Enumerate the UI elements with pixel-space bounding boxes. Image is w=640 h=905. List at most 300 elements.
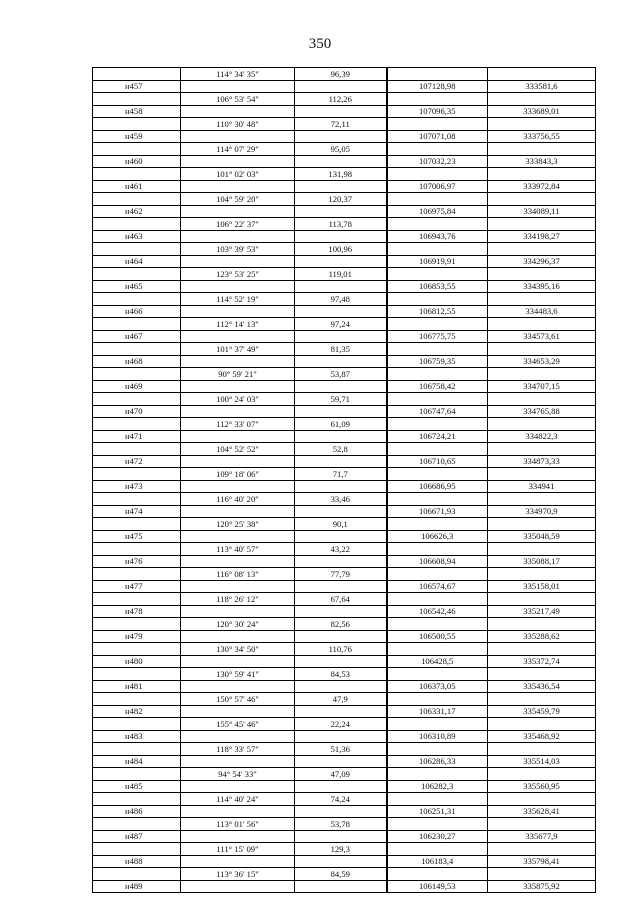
y-coordinate-cell: 335158,01 <box>488 580 596 593</box>
length-cell <box>295 655 387 668</box>
y-coordinate-cell <box>488 768 596 781</box>
table-row <box>93 480 596 493</box>
table-row <box>93 130 596 143</box>
length-cell: 72,11 <box>295 118 387 131</box>
point-name-cell: н489 <box>93 880 181 893</box>
y-coordinate-cell <box>488 368 596 381</box>
y-coordinate-cell: 335798,41 <box>488 855 596 868</box>
length-cell <box>295 555 387 568</box>
table-row <box>93 755 596 768</box>
point-name-cell: н465 <box>93 280 181 293</box>
x-coordinate-cell <box>387 343 488 356</box>
length-cell <box>295 105 387 118</box>
table-row <box>93 143 596 156</box>
y-coordinate-cell <box>488 418 596 431</box>
y-coordinate-cell: 335875,92 <box>488 880 596 893</box>
x-coordinate-cell <box>387 268 488 281</box>
length-cell: 113,78 <box>295 218 387 231</box>
direction-angle-cell: 118° 26' 12" <box>181 593 295 606</box>
point-name-cell: н477 <box>93 580 181 593</box>
x-coordinate-cell: 106853,55 <box>387 280 488 293</box>
direction-angle-cell <box>181 430 295 443</box>
length-cell: 119,01 <box>295 268 387 281</box>
direction-angle-cell <box>181 680 295 693</box>
length-cell: 97,48 <box>295 293 387 306</box>
point-name-cell <box>93 593 181 606</box>
x-coordinate-cell <box>387 418 488 431</box>
length-cell: 43,22 <box>295 543 387 556</box>
length-cell: 47,09 <box>295 768 387 781</box>
page-number: 350 <box>308 36 332 52</box>
y-coordinate-cell: 335088,17 <box>488 555 596 568</box>
length-cell <box>295 155 387 168</box>
x-coordinate-cell: 106724,21 <box>387 430 488 443</box>
y-coordinate-cell: 335677,9 <box>488 830 596 843</box>
y-coordinate-cell: 335288,62 <box>488 630 596 643</box>
y-coordinate-cell <box>488 718 596 731</box>
point-name-cell: н461 <box>93 180 181 193</box>
direction-angle-cell <box>181 530 295 543</box>
point-name-cell: н480 <box>93 655 181 668</box>
x-coordinate-cell: 106230,27 <box>387 830 488 843</box>
point-name-cell: н487 <box>93 830 181 843</box>
x-coordinate-cell: 106747,64 <box>387 405 488 418</box>
length-cell <box>295 480 387 493</box>
length-cell: 120,37 <box>295 193 387 206</box>
table-row <box>93 555 596 568</box>
table-row <box>93 668 596 681</box>
y-coordinate-cell <box>488 468 596 481</box>
x-coordinate-cell <box>387 668 488 681</box>
table-row <box>93 180 596 193</box>
x-coordinate-cell <box>387 618 488 631</box>
length-cell <box>295 405 387 418</box>
length-cell <box>295 705 387 718</box>
point-name-cell: н486 <box>93 805 181 818</box>
length-cell: 131,98 <box>295 168 387 181</box>
x-coordinate-cell: 106710,65 <box>387 455 488 468</box>
length-cell <box>295 305 387 318</box>
length-cell: 52,8 <box>295 443 387 456</box>
x-coordinate-cell: 107006,97 <box>387 180 488 193</box>
length-cell <box>295 880 387 893</box>
y-coordinate-cell: 334873,33 <box>488 455 596 468</box>
direction-angle-cell <box>181 880 295 893</box>
y-coordinate-cell: 333689,01 <box>488 105 596 118</box>
point-name-cell: н476 <box>93 555 181 568</box>
direction-angle-cell <box>181 105 295 118</box>
table-row <box>93 768 596 781</box>
table-row <box>93 93 596 106</box>
x-coordinate-cell: 107096,35 <box>387 105 488 118</box>
x-coordinate-cell <box>387 243 488 256</box>
table-row <box>93 543 596 556</box>
y-coordinate-cell <box>488 168 596 181</box>
length-cell <box>295 230 387 243</box>
x-coordinate-cell <box>387 868 488 881</box>
y-coordinate-cell <box>488 143 596 156</box>
coordinates-table-body <box>93 68 596 893</box>
direction-angle-cell: 112° 14' 13" <box>181 318 295 331</box>
table-row <box>93 680 596 693</box>
y-coordinate-cell: 334296,37 <box>488 255 596 268</box>
length-cell: 67,64 <box>295 593 387 606</box>
length-cell <box>295 730 387 743</box>
x-coordinate-cell <box>387 493 488 506</box>
table-row <box>93 493 596 506</box>
table-row <box>93 455 596 468</box>
table-row <box>93 718 596 731</box>
y-coordinate-cell: 334941 <box>488 480 596 493</box>
x-coordinate-cell: 107071,08 <box>387 130 488 143</box>
table-row <box>93 243 596 256</box>
point-name-cell <box>93 143 181 156</box>
x-coordinate-cell <box>387 793 488 806</box>
x-coordinate-cell: 106282,3 <box>387 780 488 793</box>
table-row <box>93 405 596 418</box>
x-coordinate-cell: 106574,67 <box>387 580 488 593</box>
point-name-cell <box>93 518 181 531</box>
length-cell <box>295 530 387 543</box>
y-coordinate-cell: 333843,3 <box>488 155 596 168</box>
length-cell: 51,36 <box>295 743 387 756</box>
x-coordinate-cell <box>387 818 488 831</box>
length-cell <box>295 680 387 693</box>
point-name-cell: н470 <box>93 405 181 418</box>
direction-angle-cell: 120° 25' 38" <box>181 518 295 531</box>
length-cell <box>295 130 387 143</box>
direction-angle-cell <box>181 780 295 793</box>
direction-angle-cell <box>181 330 295 343</box>
y-coordinate-cell: 335628,41 <box>488 805 596 818</box>
point-name-cell: н474 <box>93 505 181 518</box>
y-coordinate-cell <box>488 518 596 531</box>
length-cell <box>295 505 387 518</box>
x-coordinate-cell <box>387 393 488 406</box>
x-coordinate-cell: 106183,4 <box>387 855 488 868</box>
point-name-cell <box>93 68 181 81</box>
point-name-cell: н479 <box>93 630 181 643</box>
length-cell: 74,24 <box>295 793 387 806</box>
direction-angle-cell: 123° 53' 25" <box>181 268 295 281</box>
direction-angle-cell <box>181 380 295 393</box>
direction-angle-cell <box>181 155 295 168</box>
direction-angle-cell: 116° 08' 13" <box>181 568 295 581</box>
length-cell: 84,53 <box>295 668 387 681</box>
direction-angle-cell <box>181 555 295 568</box>
y-coordinate-cell <box>488 268 596 281</box>
direction-angle-cell: 114° 40' 24" <box>181 793 295 806</box>
y-coordinate-cell <box>488 618 596 631</box>
point-name-cell <box>93 468 181 481</box>
length-cell: 53,78 <box>295 818 387 831</box>
point-name-cell: н472 <box>93 455 181 468</box>
length-cell: 97,24 <box>295 318 387 331</box>
direction-angle-cell <box>181 355 295 368</box>
length-cell: 47,9 <box>295 693 387 706</box>
length-cell <box>295 605 387 618</box>
point-name-cell <box>93 368 181 381</box>
x-coordinate-cell: 106428,5 <box>387 655 488 668</box>
table-row <box>93 568 596 581</box>
y-coordinate-cell <box>488 668 596 681</box>
y-coordinate-cell: 334395,16 <box>488 280 596 293</box>
length-cell <box>295 580 387 593</box>
point-name-cell: н468 <box>93 355 181 368</box>
length-cell: 112,26 <box>295 93 387 106</box>
length-cell <box>295 430 387 443</box>
point-name-cell: н478 <box>93 605 181 618</box>
x-coordinate-cell <box>387 68 488 81</box>
direction-angle-cell: 111° 15' 09" <box>181 843 295 856</box>
point-name-cell <box>93 693 181 706</box>
y-coordinate-cell <box>488 193 596 206</box>
direction-angle-cell: 113° 01' 56" <box>181 818 295 831</box>
point-name-cell <box>93 268 181 281</box>
y-coordinate-cell <box>488 393 596 406</box>
point-name-cell: н483 <box>93 730 181 743</box>
table-row <box>93 843 596 856</box>
length-cell <box>295 855 387 868</box>
table-row <box>93 630 596 643</box>
x-coordinate-cell <box>387 718 488 731</box>
table-row <box>93 118 596 131</box>
table-row <box>93 530 596 543</box>
x-coordinate-cell: 106759,35 <box>387 355 488 368</box>
y-coordinate-cell: 335560,95 <box>488 780 596 793</box>
direction-angle-cell <box>181 605 295 618</box>
length-cell <box>295 330 387 343</box>
direction-angle-cell: 113° 36' 15" <box>181 868 295 881</box>
y-coordinate-cell: 335468,92 <box>488 730 596 743</box>
y-coordinate-cell: 335514,03 <box>488 755 596 768</box>
x-coordinate-cell <box>387 118 488 131</box>
y-coordinate-cell <box>488 243 596 256</box>
point-name-cell: н463 <box>93 230 181 243</box>
length-cell: 110,76 <box>295 643 387 656</box>
table-row <box>93 505 596 518</box>
length-cell <box>295 805 387 818</box>
table-row <box>93 105 596 118</box>
direction-angle-cell: 104° 52' 52" <box>181 443 295 456</box>
direction-angle-cell <box>181 730 295 743</box>
point-name-cell <box>93 393 181 406</box>
table-row <box>93 330 596 343</box>
table-row <box>93 155 596 168</box>
direction-angle-cell: 114° 07' 29" <box>181 143 295 156</box>
direction-angle-cell <box>181 655 295 668</box>
point-name-cell: н484 <box>93 755 181 768</box>
length-cell: 71,7 <box>295 468 387 481</box>
y-coordinate-cell <box>488 593 596 606</box>
table-row <box>93 518 596 531</box>
point-name-cell <box>93 843 181 856</box>
table-row <box>93 280 596 293</box>
length-cell <box>295 180 387 193</box>
point-name-cell <box>93 193 181 206</box>
point-name-cell: н457 <box>93 80 181 93</box>
table-row <box>93 868 596 881</box>
x-coordinate-cell: 106626,3 <box>387 530 488 543</box>
direction-angle-cell <box>181 755 295 768</box>
table-row <box>93 643 596 656</box>
x-coordinate-cell <box>387 593 488 606</box>
length-cell <box>295 380 387 393</box>
point-name-cell: н481 <box>93 680 181 693</box>
table-row <box>93 780 596 793</box>
direction-angle-cell <box>181 305 295 318</box>
y-coordinate-cell: 334765,88 <box>488 405 596 418</box>
length-cell <box>295 455 387 468</box>
x-coordinate-cell: 106671,93 <box>387 505 488 518</box>
direction-angle-cell: 100° 24' 03" <box>181 393 295 406</box>
direction-angle-cell: 101° 02' 03" <box>181 168 295 181</box>
table-row <box>93 805 596 818</box>
length-cell: 59,71 <box>295 393 387 406</box>
table-row <box>93 80 596 93</box>
length-cell <box>295 355 387 368</box>
y-coordinate-cell: 334198,27 <box>488 230 596 243</box>
table-row <box>93 205 596 218</box>
length-cell: 33,46 <box>295 493 387 506</box>
x-coordinate-cell <box>387 293 488 306</box>
point-name-cell: н488 <box>93 855 181 868</box>
point-name-cell: н466 <box>93 305 181 318</box>
length-cell <box>295 255 387 268</box>
table-row <box>93 730 596 743</box>
length-cell: 53,87 <box>295 368 387 381</box>
point-name-cell: н458 <box>93 105 181 118</box>
direction-angle-cell: 112° 33' 07" <box>181 418 295 431</box>
length-cell: 77,79 <box>295 568 387 581</box>
y-coordinate-cell <box>488 293 596 306</box>
table-row <box>93 318 596 331</box>
direction-angle-cell: 130° 34' 50" <box>181 643 295 656</box>
direction-angle-cell: 120° 30' 24" <box>181 618 295 631</box>
length-cell: 61,09 <box>295 418 387 431</box>
x-coordinate-cell: 106542,46 <box>387 605 488 618</box>
table-row <box>93 418 596 431</box>
point-name-cell: н475 <box>93 530 181 543</box>
table-row <box>93 468 596 481</box>
direction-angle-cell: 94° 54' 33" <box>181 768 295 781</box>
x-coordinate-cell <box>387 143 488 156</box>
x-coordinate-cell <box>387 368 488 381</box>
x-coordinate-cell <box>387 93 488 106</box>
point-name-cell <box>93 543 181 556</box>
y-coordinate-cell: 335459,79 <box>488 705 596 718</box>
table-row <box>93 380 596 393</box>
x-coordinate-cell: 106919,91 <box>387 255 488 268</box>
point-name-cell: н467 <box>93 330 181 343</box>
direction-angle-cell <box>181 630 295 643</box>
length-cell <box>295 205 387 218</box>
y-coordinate-cell: 333756,55 <box>488 130 596 143</box>
y-coordinate-cell <box>488 568 596 581</box>
table-row <box>93 343 596 356</box>
direction-angle-cell: 118° 33' 57" <box>181 743 295 756</box>
length-cell <box>295 755 387 768</box>
direction-angle-cell: 113° 40' 57" <box>181 543 295 556</box>
point-name-cell <box>93 168 181 181</box>
x-coordinate-cell <box>387 193 488 206</box>
point-name-cell: н459 <box>93 130 181 143</box>
table-row <box>93 705 596 718</box>
x-coordinate-cell: 106251,31 <box>387 805 488 818</box>
length-cell: 100,96 <box>295 243 387 256</box>
x-coordinate-cell: 106310,89 <box>387 730 488 743</box>
length-cell: 84,59 <box>295 868 387 881</box>
point-name-cell <box>93 818 181 831</box>
table-row <box>93 793 596 806</box>
y-coordinate-cell <box>488 793 596 806</box>
table-row <box>93 830 596 843</box>
x-coordinate-cell <box>387 168 488 181</box>
length-cell: 82,56 <box>295 618 387 631</box>
x-coordinate-cell: 106286,33 <box>387 755 488 768</box>
y-coordinate-cell: 334822,3 <box>488 430 596 443</box>
x-coordinate-cell: 107032,23 <box>387 155 488 168</box>
x-coordinate-cell <box>387 568 488 581</box>
y-coordinate-cell <box>488 818 596 831</box>
direction-angle-cell: 101° 37' 49" <box>181 343 295 356</box>
direction-angle-cell <box>181 205 295 218</box>
table-row <box>93 818 596 831</box>
table-row <box>93 368 596 381</box>
x-coordinate-cell: 106373,05 <box>387 680 488 693</box>
length-cell: 96,39 <box>295 68 387 81</box>
point-name-cell <box>93 493 181 506</box>
x-coordinate-cell <box>387 468 488 481</box>
point-name-cell <box>93 243 181 256</box>
point-name-cell <box>93 318 181 331</box>
direction-angle-cell <box>181 180 295 193</box>
table-row <box>93 255 596 268</box>
y-coordinate-cell: 334573,61 <box>488 330 596 343</box>
x-coordinate-cell: 106975,84 <box>387 205 488 218</box>
y-coordinate-cell <box>488 543 596 556</box>
direction-angle-cell <box>181 805 295 818</box>
direction-angle-cell: 104° 59' 20" <box>181 193 295 206</box>
table-row <box>93 218 596 231</box>
point-name-cell <box>93 343 181 356</box>
direction-angle-cell: 106° 53' 54" <box>181 93 295 106</box>
table-row <box>93 293 596 306</box>
direction-angle-cell <box>181 130 295 143</box>
x-coordinate-cell <box>387 743 488 756</box>
y-coordinate-cell: 334089,11 <box>488 205 596 218</box>
direction-angle-cell <box>181 255 295 268</box>
y-coordinate-cell: 333972,84 <box>488 180 596 193</box>
x-coordinate-cell: 106149,53 <box>387 880 488 893</box>
direction-angle-cell <box>181 405 295 418</box>
x-coordinate-cell: 106943,76 <box>387 230 488 243</box>
length-cell <box>295 80 387 93</box>
length-cell: 81,35 <box>295 343 387 356</box>
x-coordinate-cell: 107128,98 <box>387 80 488 93</box>
direction-angle-cell: 106° 22' 37" <box>181 218 295 231</box>
point-name-cell: н473 <box>93 480 181 493</box>
table-row <box>93 305 596 318</box>
length-cell: 95,05 <box>295 143 387 156</box>
y-coordinate-cell <box>488 343 596 356</box>
point-name-cell <box>93 293 181 306</box>
point-name-cell <box>93 743 181 756</box>
table-row <box>93 355 596 368</box>
table-row <box>93 693 596 706</box>
y-coordinate-cell: 335372,74 <box>488 655 596 668</box>
table-row <box>93 580 596 593</box>
